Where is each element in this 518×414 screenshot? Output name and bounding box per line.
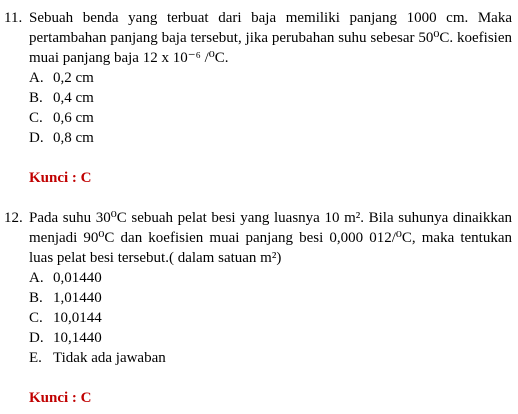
option-b <box>29 88 512 108</box>
option-text: 0,8 cm <box>53 130 94 146</box>
question-number: 12. <box>4 210 23 226</box>
question-11 <box>4 8 512 188</box>
option-text: 0,6 cm <box>53 110 94 126</box>
question-number: 11. <box>4 10 23 26</box>
option-letter: C. <box>29 110 43 126</box>
option-letter: B. <box>29 290 43 306</box>
option-e <box>29 348 512 368</box>
question-stem: Pada suhu 30⁰C sebuah pelat besi yang luasnya 10 m². Bila suhunya dinaikkan menjadi 90⁰C dan koefisien muai panjang besi 0,000 012/⁰C, maka tentukan luas pelat besi tersebut.( dalam satuan m²) <box>29 210 512 266</box>
option-text: 1,01440 <box>53 290 102 306</box>
option-letter: E. <box>29 350 42 366</box>
option-c <box>29 108 512 128</box>
option-text: 10,0144 <box>53 310 102 326</box>
option-letter: D. <box>29 130 44 146</box>
option-c <box>29 308 512 328</box>
answer-key: Kunci : C <box>29 170 92 186</box>
option-letter: A. <box>29 270 44 286</box>
options-list <box>29 68 512 148</box>
option-text: 0,2 cm <box>53 70 94 86</box>
option-b <box>29 288 512 308</box>
option-text: 10,1440 <box>53 330 102 346</box>
option-letter: D. <box>29 330 44 346</box>
option-text: 0,4 cm <box>53 90 94 106</box>
option-letter: B. <box>29 90 43 106</box>
options-list <box>29 268 512 368</box>
option-text: Tidak ada jawaban <box>53 350 166 366</box>
question-12 <box>4 208 512 408</box>
question-stem: Sebuah benda yang terbuat dari baja memiliki panjang 1000 cm. Maka pertambahan panjang baja tersebut, jika perubahan suhu sebesar 50⁰C. koefisien muai panjang baja 12 x 10⁻⁶ /⁰C. <box>29 10 512 66</box>
option-letter: A. <box>29 70 44 86</box>
option-a <box>29 268 512 288</box>
option-d <box>29 128 512 148</box>
option-d <box>29 328 512 348</box>
option-letter: C. <box>29 310 43 326</box>
option-text: 0,01440 <box>53 270 102 286</box>
option-a <box>29 68 512 88</box>
answer-key: Kunci : C <box>29 390 92 406</box>
